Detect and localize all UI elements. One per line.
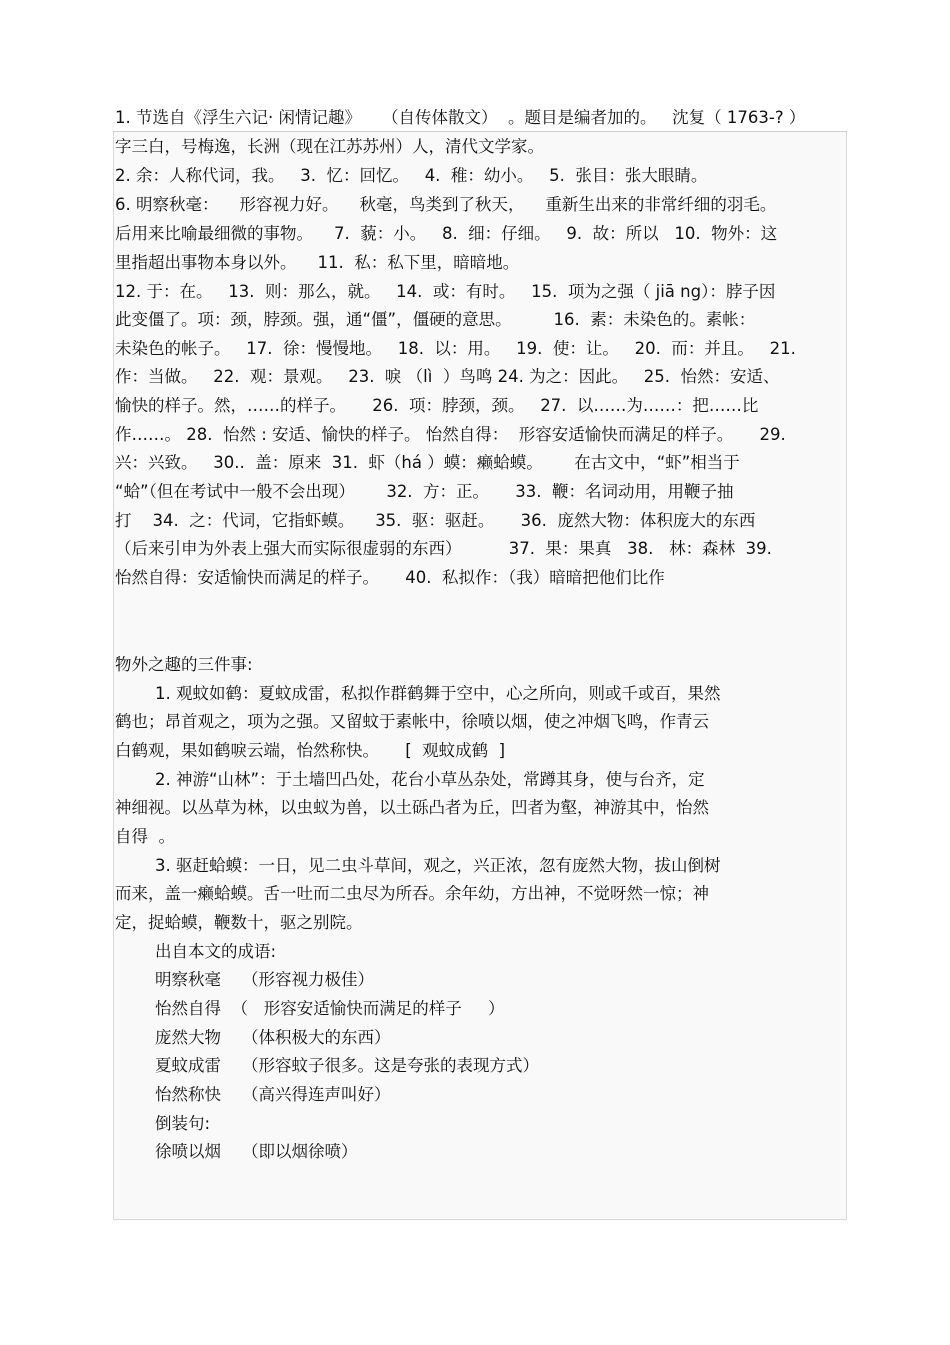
section-title: 物外之趣的三件事: (115, 655, 253, 674)
note-line: 未染色的帐子。 17. 徐：慢慢地。 18. 以：用。 19. 使：让。 20. 而：并且。 21. (115, 339, 796, 358)
event-line: 白鹤观，果如鹤唳云端，怡然称快。 [ 观蚊成鹤 ] (115, 741, 506, 760)
note-line: 12. 于：在。 13. 则：那么，就。 14. 或：有时。 15. 项为之强（ jiā ng）：脖子因 (115, 282, 776, 301)
note-line: 此变僵了。项：颈，脖颈。强，通“僵”，僵硬的意思。 16. 素：未染色的。素帐： (115, 310, 756, 329)
note-line: 打 34. 之：代词，它指虾蟆。 35. 驱：驱赶。 36. 庞然大物：体积庞大的东西 (115, 511, 756, 530)
note-line: 6. 明察秋毫： 形容视力好。 秋毫，鸟类到了秋天， 重新生出来的非常纤细的羽毛。 (115, 195, 777, 214)
inversion-example: 徐喷以烟 （即以烟徐喷） (155, 1142, 358, 1161)
note-line: 1. 节选自《浮生六记· 闲情记趣》 （自传体散文） 。题目是编者加的。 沈复（ 1763-? ） (115, 108, 806, 127)
idioms-title: 出自本文的成语: (155, 942, 277, 961)
note-line: 字三白，号梅逸，长洲（现在江苏苏州）人，清代文学家。 (115, 137, 544, 156)
event-line: 自得 。 (115, 827, 175, 846)
event-line: 而来，盖一癞蛤蟆。舌一吐而二虫尽为所吞。余年幼，方出神，不觉呀然一惊；神 (115, 884, 709, 903)
note-line: 作……。 28. 怡然 : 安适、愉快的样子。 怡然自得： 形容安适愉快而满足的样子。 29. (115, 425, 786, 444)
event-line: 2. 神游“山林”：于土墙凹凸处，花台小草丛杂处，常蹲其身，使与台齐，定 (155, 770, 705, 789)
event-line: 神细视。以丛草为林，以虫蚁为兽，以土砾凸者为丘，凹者为壑，神游其中，怡然 (115, 798, 709, 817)
note-line: 愉快的样子。然，……的样子。 26. 项：脖颈，颈。 27. 以……为……：把……比 (115, 396, 759, 415)
idiom-line: 明察秋毫 （形容视力极佳） (155, 970, 374, 989)
note-line: 作：当做。 22. 观：景观。 23. 唳 （lì ）鸟鸣 24. 为之：因此。 25. 怡然：安适、 (115, 367, 780, 386)
event-line: 3. 驱赶蛤蟆：一日，见二虫斗草间，观之，兴正浓，忽有庞然大物，拔山倒树 (155, 856, 721, 875)
event-line: 1. 观蚊如鹤：夏蚊成雷，私拟作群鹤舞于空中，心之所向，则或千或百，果然 (155, 684, 721, 703)
note-line: “蛤”（但在考试中一般不会出现） 32. 方：正。 33. 鞭：名词动用，用鞭子抽 (115, 482, 734, 501)
note-line: （后来引申为外表上强大而实际很虚弱的东西） 37. 果：果真 38. 林：森林 39. (115, 539, 772, 558)
idiom-line: 怡然自得 （ 形容安适愉快而满足的样子 ） (155, 999, 505, 1018)
note-line: 2. 余：人称代词，我。 3. 忆：回忆。 4. 稚：幼小。 5. 张目：张大眼睛。 (115, 166, 708, 185)
note-line: 里指超出事物本身以外。 11. 私：私下里，暗暗地。 (115, 253, 520, 272)
idiom-line: 怡然称快 （高兴得连声叫好） (155, 1085, 391, 1104)
inversion-title: 倒装句: (155, 1114, 211, 1133)
event-line: 定，捉蛤蟆，鞭数十，驱之别院。 (115, 913, 363, 932)
note-line: 兴：兴致。 30.. 盖：原来 31. 虾（há ）蟆：癞蛤蟆。 在古文中，“虾”相当于 (115, 453, 740, 472)
idiom-line: 庞然大物 （体积极大的东西） (155, 1028, 391, 1047)
note-line: 怡然自得：安适愉快而满足的样子。 40. 私拟作：（我）暗暗把他们比作 (115, 568, 665, 587)
note-line: 后用来比喻最细微的事物。 7. 藐：小。 8. 细：仔细。 9. 故：所以 10. 物外：这 (115, 224, 778, 243)
idiom-line: 夏蚊成雷 （形容蚊子很多。这是夸张的表现方式） (155, 1056, 539, 1075)
event-line: 鹤也；昂首观之，项为之强。又留蚊于素帐中，徐喷以烟，使之冲烟飞鸣，作青云 (115, 712, 709, 731)
